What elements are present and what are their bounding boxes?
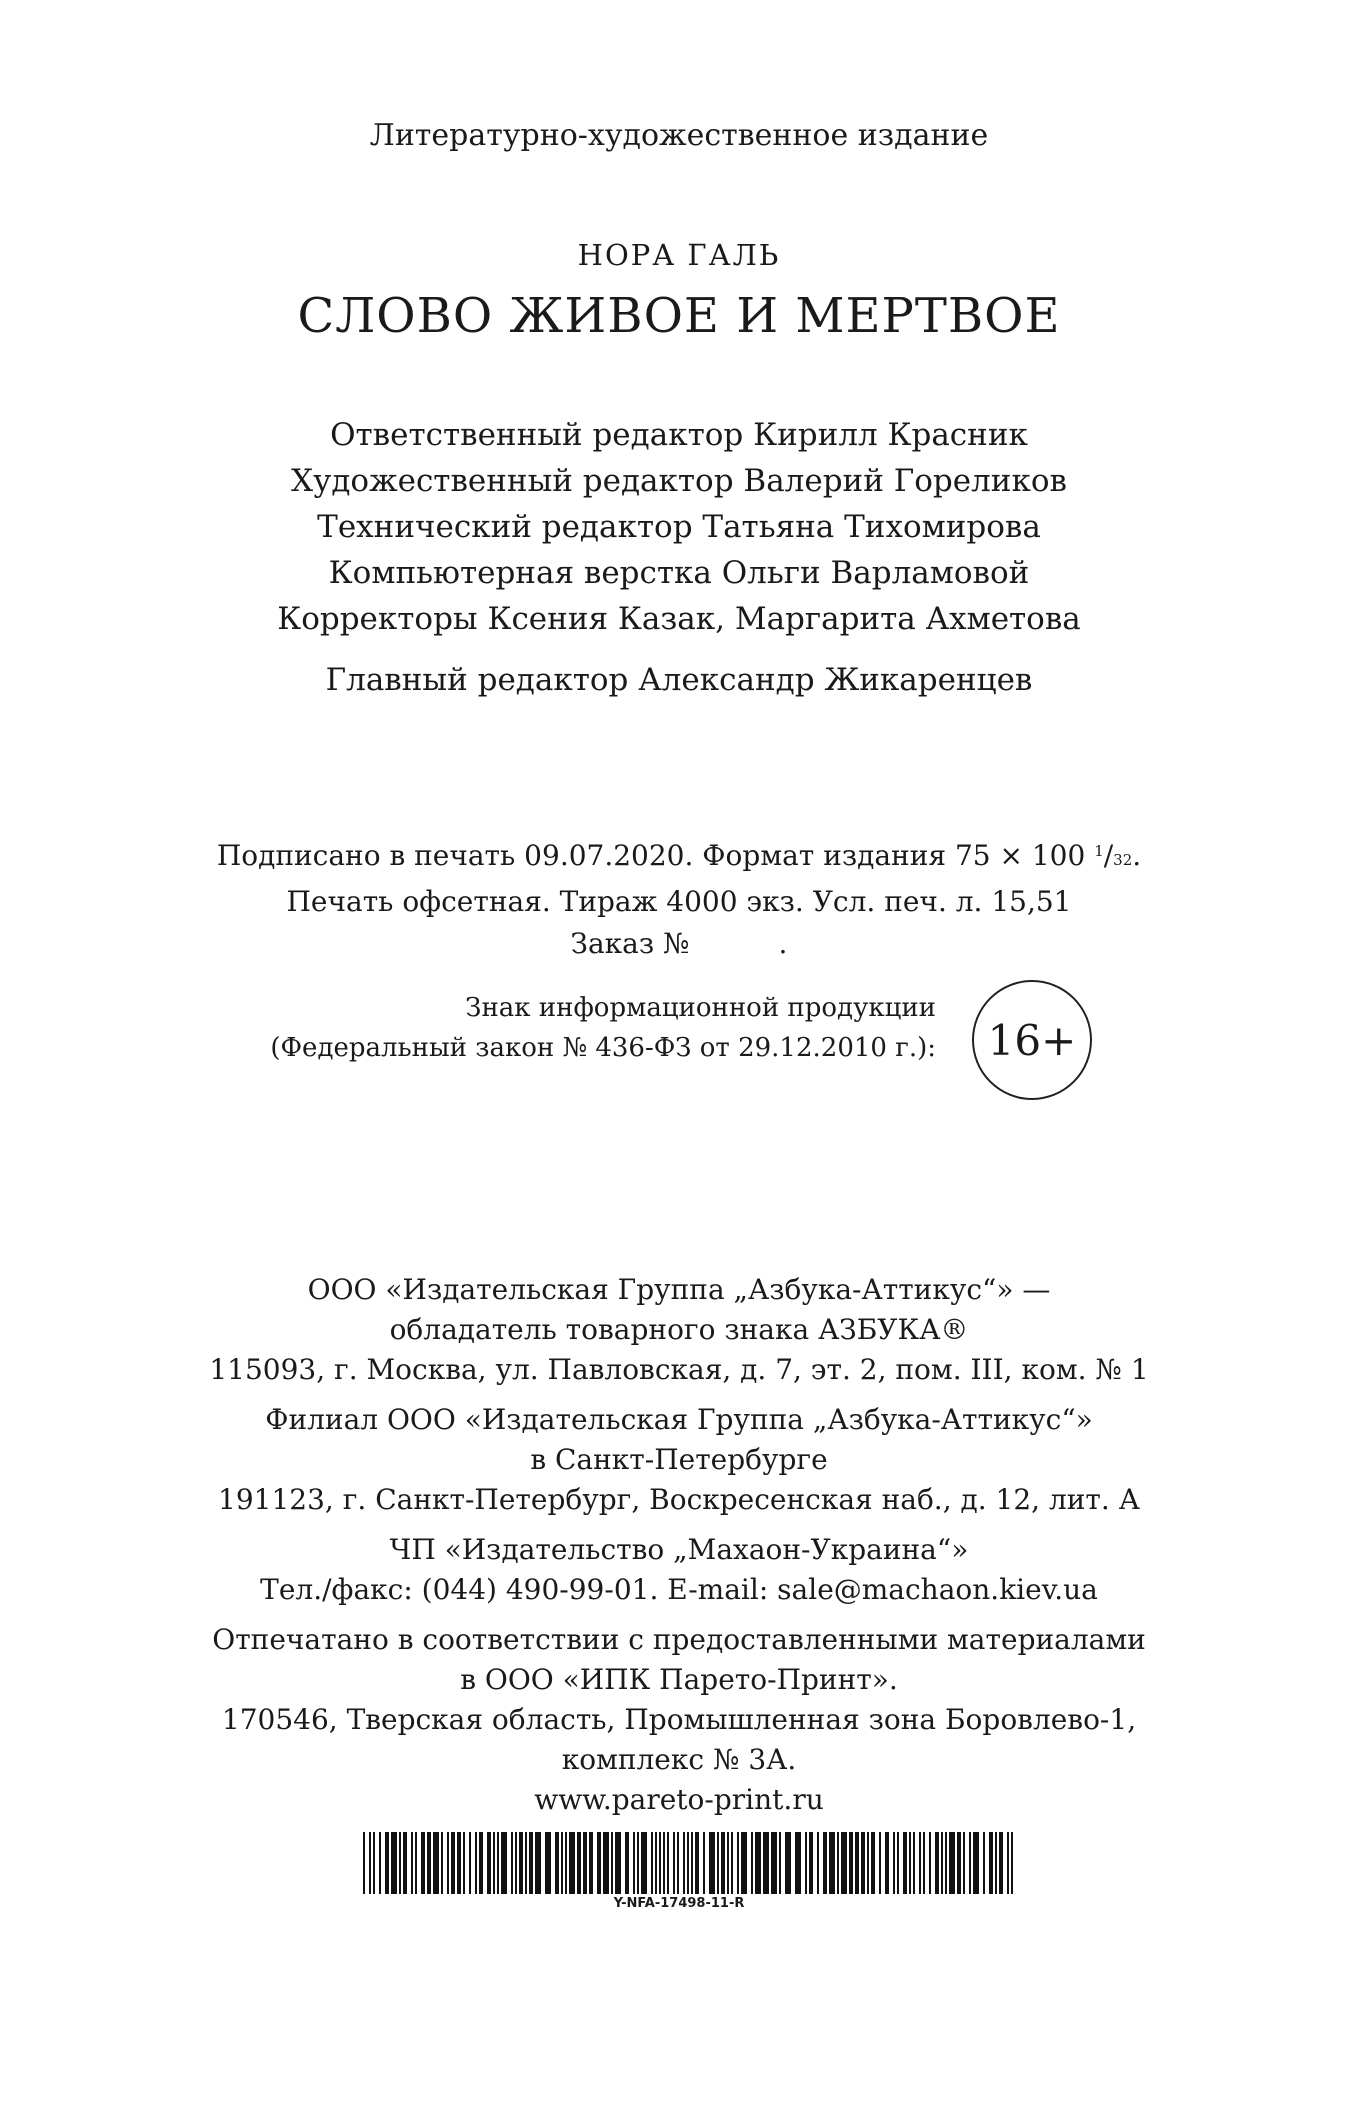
barcode-caption: Y-NFA-17498-11-R xyxy=(613,1896,745,1911)
publisher-group-main xyxy=(0,1270,1358,1390)
publisher-line: ЧП «Издательство „Махаон-Украина“» xyxy=(389,1533,969,1566)
publisher-group-spb xyxy=(0,1400,1358,1520)
credit-technical-editor: Технический редактор Татьяна Тихомирова xyxy=(317,509,1041,545)
publisher-line: комплекс № 3А. xyxy=(561,1743,797,1776)
age-rating-label-line-2: (Федеральный закон № 436-ФЗ от 29.12.2010 г.): xyxy=(270,1033,936,1063)
format-fraction-numerator: 1 xyxy=(1094,842,1104,860)
publisher-line: Филиал ООО «Издательская Группа „Азбука-Аттикус“» xyxy=(265,1403,1093,1436)
publisher-line: 191123, г. Санкт-Петербург, Воскресенская наб., д. 12, лит. А xyxy=(218,1483,1140,1516)
publisher-line: Тел./факс: (044) 490-99-01. E-mail: sale@machaon.kiev.ua xyxy=(260,1573,1098,1606)
credit-executive-editor: Ответственный редактор Кирилл Красник xyxy=(330,417,1028,453)
credit-proofreaders: Корректоры Ксения Казак, Маргарита Ахметова xyxy=(277,601,1081,637)
print-info-line-1: Подписано в печать 09.07.2020. Формат издания 75 × 100 $^1$/32. xyxy=(216,839,1142,872)
print-info-order: Заказ № . xyxy=(570,927,788,960)
print-info-line-2: Печать офсетная. Тираж 4000 экз. Усл. печ. л. 15,51 xyxy=(286,885,1072,918)
print-date-format: Подписано в печать 09.07.2020. Формат издания 75 × 100 xyxy=(216,839,1086,872)
author-name: НОРА ГАЛЬ xyxy=(577,238,781,272)
format-fraction-denominator: 32 xyxy=(1113,851,1133,869)
print-info xyxy=(0,830,1358,965)
publisher-line: в Санкт-Петербурге xyxy=(530,1443,828,1476)
barcode-icon xyxy=(363,1832,1013,1894)
chief-editor: Главный редактор Александр Жикаренцев xyxy=(325,662,1033,698)
publisher-group-printer xyxy=(0,1620,1358,1820)
printer-website: www.pareto-print.ru xyxy=(534,1783,824,1816)
publisher-line: Отпечатано в соответствии с предоставленными материалами xyxy=(212,1623,1146,1656)
print-line-1-end: . xyxy=(1132,839,1142,872)
age-rating-badge: 16+ xyxy=(972,980,1092,1100)
credit-art-editor: Художественный редактор Валерий Гореликов xyxy=(291,463,1067,499)
age-rating-block xyxy=(0,988,1358,1098)
publisher-line: ООО «Издательская Группа „Азбука-Аттикус“» — xyxy=(307,1273,1051,1306)
edition-type: Литературно-художественное издание xyxy=(369,118,989,153)
publisher-info xyxy=(0,1270,1358,1830)
age-rating-label-line-1: Знак информационной продукции xyxy=(465,993,936,1023)
publisher-line: в ООО «ИПК Парето-Принт». xyxy=(460,1663,898,1696)
book-title: СЛОВО ЖИВОЕ И МЕРТВОЕ xyxy=(297,288,1061,344)
publisher-line: обладатель товарного знака АЗБУКА® xyxy=(389,1313,969,1346)
publisher-line: 115093, г. Москва, ул. Павловская, д. 7, эт. 2, пом. III, ком. № 1 xyxy=(209,1353,1149,1386)
publisher-group-ukraine xyxy=(0,1530,1358,1610)
age-rating-label xyxy=(270,988,936,1068)
credit-layout: Компьютерная верстка Ольги Варламовой xyxy=(328,555,1030,591)
credits-list xyxy=(0,412,1358,642)
publisher-line: 170546, Тверская область, Промышленная зона Боровлево-1, xyxy=(221,1703,1137,1736)
